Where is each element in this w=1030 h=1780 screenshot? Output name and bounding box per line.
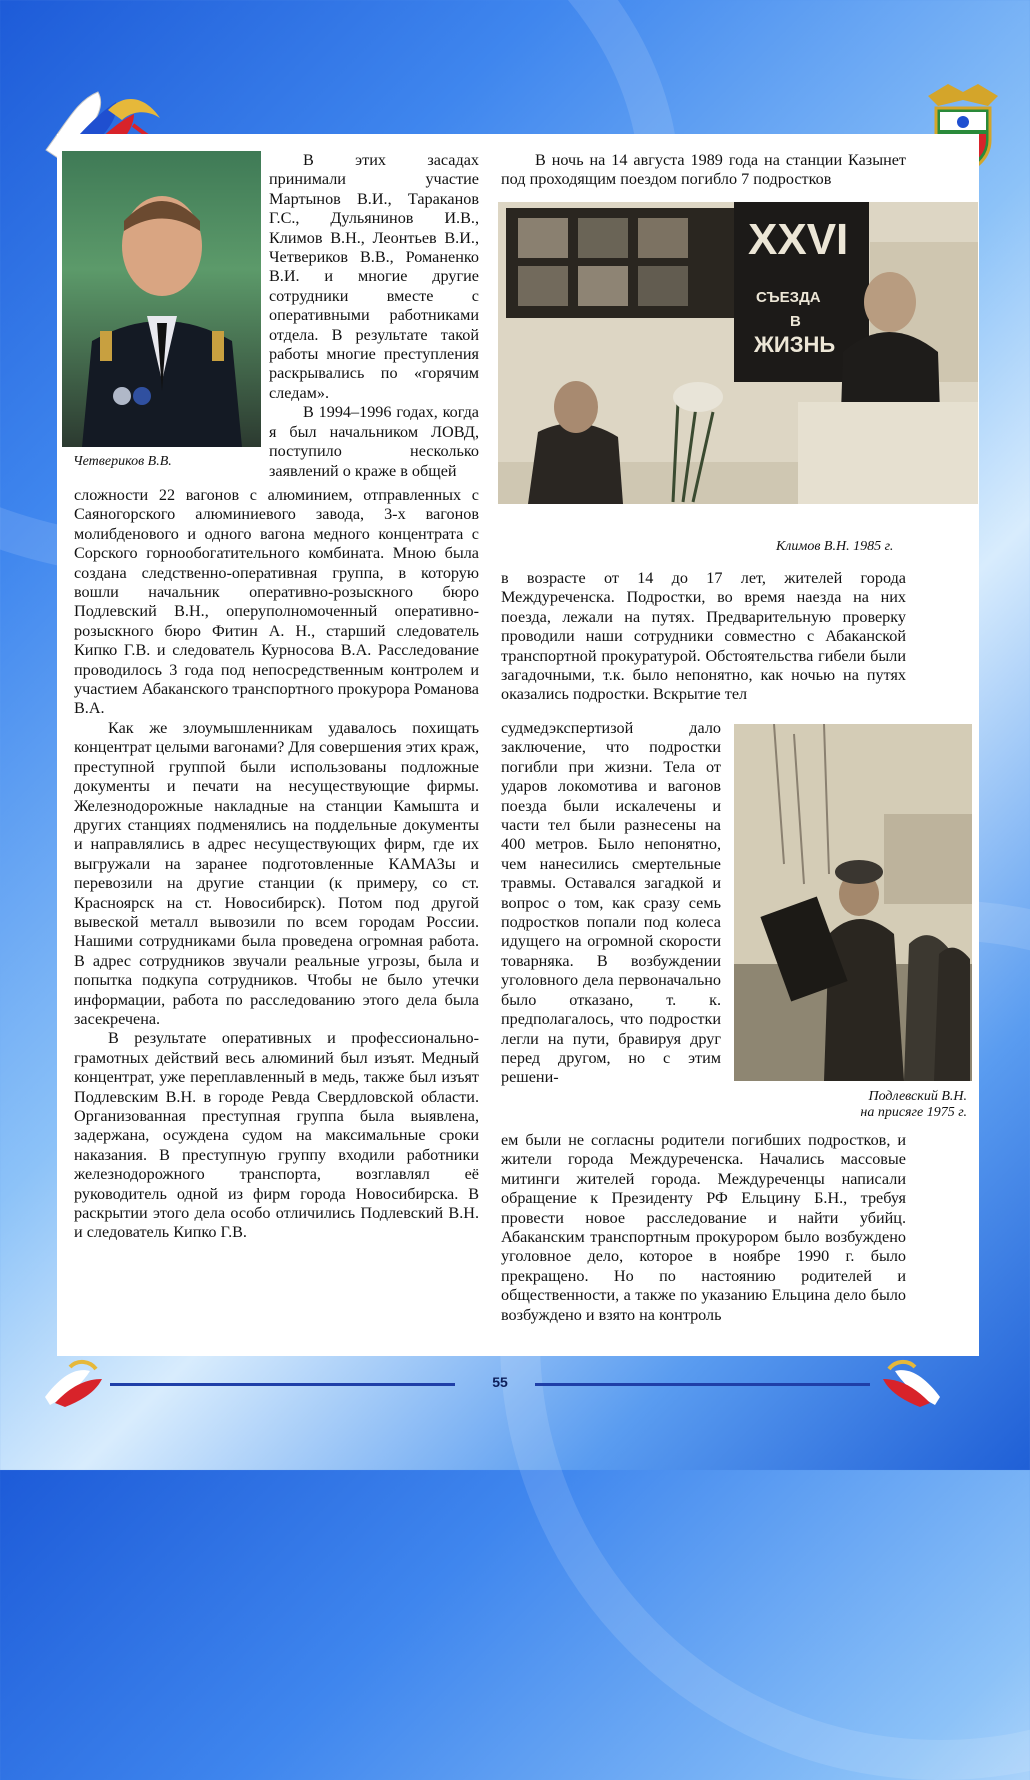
left-intro-text <box>269 151 479 481</box>
officer-portrait-icon <box>62 151 261 447</box>
flag-ribbon-icon <box>40 1357 110 1407</box>
right-middle-text <box>501 569 906 705</box>
paragraph: В 1994–1996 годах, когда я был начальником ЛОВД, поступило несколько заявлений о краже в общей <box>269 403 479 480</box>
paragraph: В ночь на 14 августа 1989 года на станции Казынет под проходящим поездом погибло 7 подростков <box>501 151 906 189</box>
meeting-photo <box>498 202 978 504</box>
paragraph: судмедэкспертизой дало заключение, что подростки погибли при жизни. Тела от ударов локомотива и вагонов поезда были искалечены и части тел были разнесены на 400 метров. Было непонятно, чем нанесились смертельные травмы. Оставался загадкой и вопрос о том, как сразу семь подростков попали под колеса идущего на огромной скорости товарняка. В возбуждении уголовного дела первоначально было отказано, т. к. предполагалось, что подростки легли на пути, бравируя друг перед другом, но с этим решени- <box>501 719 721 1087</box>
portrait-photo <box>62 151 261 447</box>
paragraph: Как же злоумышленникам удавалось похищать концентрат целыми вагонами? Для совершения этих краж, преступной группой были использованы подложные документы и печати на несуществующие фирмы. Железнодорожные накладные на станции Камышта и других станциях подменялись на поддельные документы и направлялись в адрес несуществующих фирм, где их выгружали на заранее подготовленные КАМАЗы и перевозили на другие станции (к примеру, со ст. Красноярск на ст. Новосибирск). Потом под другой вывеской металл вывозили по всем городам России. Нашими сотрудниками была проведена огромная работа. В адрес сотрудников звучали реальные угрозы, была и попытка подкупа сотрудников. Чтобы не было утечки информации, работа по расследованию этого дела была засекречена. <box>74 718 479 1028</box>
page-content <box>57 134 979 1356</box>
right-end-text <box>501 1131 906 1325</box>
right-side-text <box>501 719 721 1088</box>
paragraph: сложности 22 вагонов с алюминием, отправленных с Саяногорского алюминиевого завода, 3-х вагонов молибденового и одного вагона медного концентрата с Сорского горнообогатительного комбината. Мною была создана следственно-оперативная группа, в которую вошли начальник оперативно-розыскного бюро Подлевский В.Н., оперуполномоченный оперативно-розыскного бюро Фитин А. Н., старший следователь Кипко Г.В. и следователь Курносова В.А. Расследование проводилось 3 года под непосредственным контролем и участием Абаканского транспортного прокурора Романова В.А. <box>74 486 479 718</box>
banner-roman: XXVI <box>748 215 849 264</box>
footer-rule-right <box>535 1383 870 1386</box>
right-intro-text <box>501 151 906 190</box>
banner-line-1: СЪЕЗДА <box>756 289 821 306</box>
oath-caption-line-2: на присяге 1975 г. <box>860 1105 967 1120</box>
paragraph: ем были не согласны родители погибших подростков, и жители города Междуреченска. Начались массовые митинги жителей города. Междуреченцы написали обращение к Президенту РФ Ельцину Б.Н., требуя провести новое расследование и найти убийц. Абаканским транспортным прокурором было возбуждено уголовное дело, которое в ноябре 1990 г. было прекращено. Но по настоянию родителей и общественности, а также по указанию Ельцина дело было возбуждено и взято на контроль <box>501 1131 906 1324</box>
left-main-text <box>74 486 479 1243</box>
banner-line-2: В <box>790 313 801 330</box>
footer-rule-left <box>110 1383 455 1386</box>
oath-photo <box>734 724 972 1081</box>
oath-scene-icon <box>734 724 972 1081</box>
flag-ribbon-icon <box>875 1357 945 1407</box>
page-number: 55 <box>492 1374 508 1390</box>
paragraph: в возрасте от 14 до 17 лет, жителей города Междуреченска. Подростки, во время наезда на них поезда, лежали на путях. Предварительную проверку проводили наши сотрудники совместно с Абаканской транспортной прокуратурой. Обстоятельства гибели были загадочными, т.к. было непонятно, как ночью на путях оказались подростки. Вскрытие тел <box>501 569 906 704</box>
paragraph: В результате оперативных и профессионально-грамотных действий весь алюминий был изъят. Медный концентрат, уже переплавленный в медь, также был изъят Подлевским В.Н. в городе Ревда Свердловской области. Организованная преступная группа была выявлена, задержана, осуждена судом на максимальные сроки наказания. В преступную группу входили работники железнодорожного транспорта, возглавлял её руководитель одной из фирм города Новосибирска. В раскрытии этого дела особо отличились Подлевский В.Н. и следователь Кипко Г.В. <box>74 1029 479 1242</box>
meeting-scene-icon <box>498 202 978 504</box>
portrait-caption: Четвериков В.В. <box>73 454 172 469</box>
oath-caption-line-1: Подлевский В.Н. <box>868 1089 967 1104</box>
paragraph: В этих засадах принимали участие Мартынов В.И., Тараканов Г.С., Дульянинов И.В., Климов В.Н., Леонтьев В.И., Четвериков В.В., Романенко В.И. и многие другие сотрудники вместе с оперативными работниками отдела. В результате такой работы многие преступления раскрывались по «горячим следам». <box>269 151 479 402</box>
meeting-caption: Климов В.Н. 1985 г. <box>776 539 894 554</box>
oath-caption <box>734 1089 967 1121</box>
banner-line-3: ЖИЗНЬ <box>754 332 836 357</box>
